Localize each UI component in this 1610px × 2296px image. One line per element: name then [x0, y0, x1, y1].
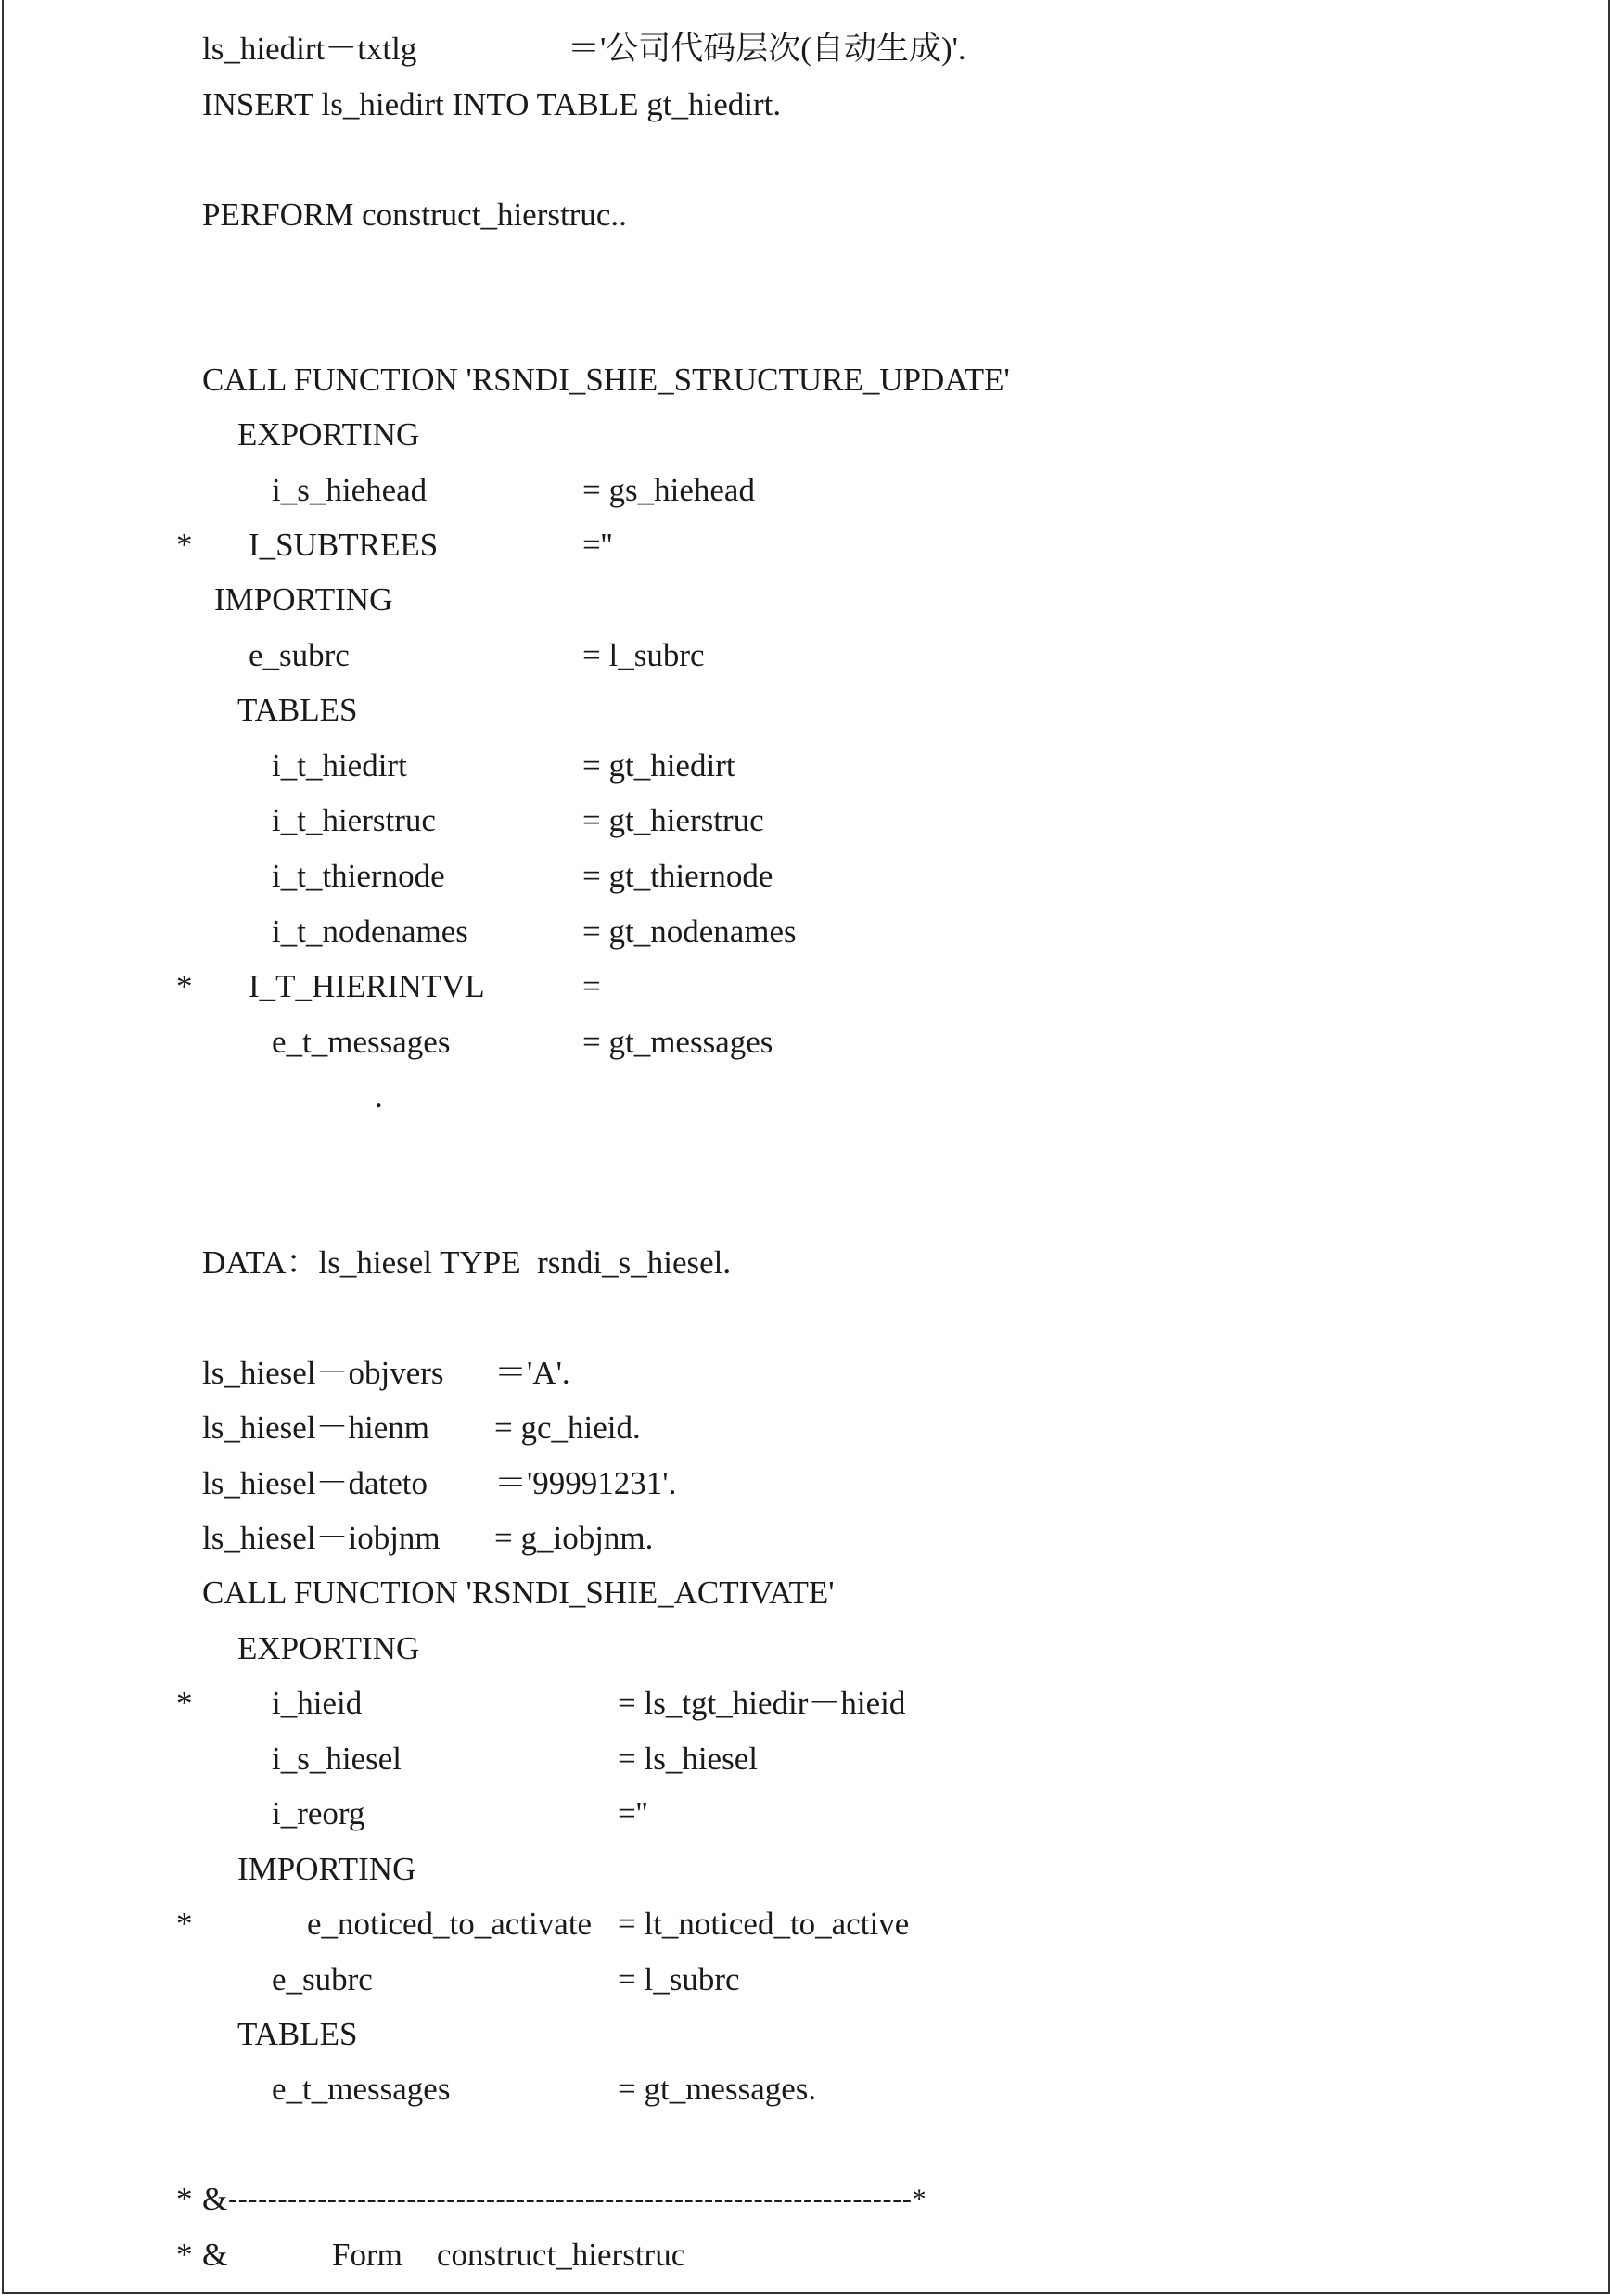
code-line-11: i_t_hiedirt: [272, 747, 407, 784]
code-line-2: INSERT ls_hiedirt INTO TABLE gt_hiedirt.: [202, 86, 782, 122]
code-line-29: e_noticed_to_activate: [307, 1906, 593, 1942]
code-line-22: ls_hiesel－iobjnm: [202, 1520, 441, 1556]
code-line-4: CALL FUNCTION 'RSNDI_SHIE_STRUCTURE_UPDATE': [202, 362, 1010, 398]
code-line-27-value: ='': [618, 1795, 648, 1831]
code-line-15-value: =: [582, 968, 601, 1004]
code-line-14-value: = gt_nodenames: [582, 913, 797, 950]
code-line-6: i_s_hiehead: [272, 472, 428, 508]
code-line-26: i_s_hiesel: [272, 1741, 402, 1777]
comment-star-29: *: [176, 1906, 193, 1942]
code-line-14: i_t_nodenames: [272, 913, 468, 950]
comment-star-33: *: [176, 2181, 193, 2217]
code-line-1-value: ＝'公司代码层次(自动生成)'.: [568, 31, 966, 67]
code-line-10: TABLES: [237, 692, 358, 728]
separator-line: ---------------------------------------------------------------------*: [228, 2184, 927, 2214]
form-keyword: Form: [332, 2237, 402, 2273]
code-line-23: CALL FUNCTION 'RSNDI_SHIE_ACTIVATE': [202, 1575, 835, 1611]
code-line-13-value: = gt_thiernode: [582, 858, 773, 894]
code-line-24: EXPORTING: [237, 1630, 420, 1666]
code-line-30-value: = l_subrc: [618, 1961, 740, 1997]
code-line-28: IMPORTING: [237, 1851, 416, 1887]
code-line-9: e_subrc: [249, 637, 350, 673]
code-line-30: e_subrc: [272, 1961, 373, 1997]
code-line-7: I_SUBTREES: [249, 527, 439, 563]
comment-star-15: *: [176, 968, 193, 1004]
code-line-15: I_T_HIERINTVL: [249, 968, 485, 1004]
code-line-32: e_t_messages: [272, 2071, 451, 2107]
code-line-19-value: ＝'A'.: [494, 1355, 570, 1391]
code-line-31: TABLES: [237, 2016, 358, 2052]
comment-amp-33: &: [202, 2181, 228, 2217]
comment-star-25: *: [176, 1685, 193, 1721]
code-line-6-value: = gs_hiehead: [582, 472, 755, 508]
code-line-16: e_t_messages: [272, 1024, 451, 1060]
code-line-13: i_t_thiernode: [272, 858, 445, 894]
code-line-26-value: = ls_hiesel: [618, 1741, 758, 1777]
code-line-12-value: = gt_hierstruc: [582, 802, 764, 838]
comment-amp-34: &: [202, 2237, 228, 2273]
code-line-21-value: ＝'99991231'.: [494, 1465, 677, 1501]
code-line-25-value: = ls_tgt_hiedir－hieid: [618, 1685, 906, 1721]
code-line-18: DATA：ls_hiesel TYPE rsndi_s_hiesel.: [202, 1244, 732, 1281]
code-line-22-value: = g_iobjnm.: [494, 1520, 654, 1556]
code-line-19: ls_hiesel－objvers: [202, 1355, 444, 1391]
code-line-27: i_reorg: [272, 1795, 365, 1831]
code-line-29-value: = lt_noticed_to_active: [618, 1906, 910, 1942]
comment-star-34: *: [176, 2237, 193, 2273]
form-name: construct_hierstruc: [437, 2237, 686, 2273]
code-line-5: EXPORTING: [237, 416, 420, 453]
code-line-20-value: = gc_hieid.: [494, 1409, 641, 1446]
code-line-12: i_t_hierstruc: [272, 802, 436, 838]
code-line-17: .: [375, 1078, 383, 1115]
code-line-25: i_hieid: [272, 1685, 363, 1721]
code-line-7-value: ='': [582, 527, 613, 563]
code-line-3: PERFORM construct_hierstruc..: [202, 197, 627, 233]
code-line-32-value: = gt_messages.: [618, 2071, 817, 2107]
code-line-16-value: = gt_messages: [582, 1024, 773, 1060]
comment-star-7: *: [176, 527, 193, 563]
code-line-9-value: = l_subrc: [582, 637, 705, 673]
code-line-8: IMPORTING: [214, 581, 393, 618]
code-line-20: ls_hiesel－hienm: [202, 1409, 429, 1446]
code-line-11-value: = gt_hiedirt: [582, 747, 735, 784]
page-border: [2, 0, 1610, 2294]
code-line-21: ls_hiesel－dateto: [202, 1465, 428, 1501]
code-line-1: ls_hiedirt－txtlg: [202, 31, 417, 67]
